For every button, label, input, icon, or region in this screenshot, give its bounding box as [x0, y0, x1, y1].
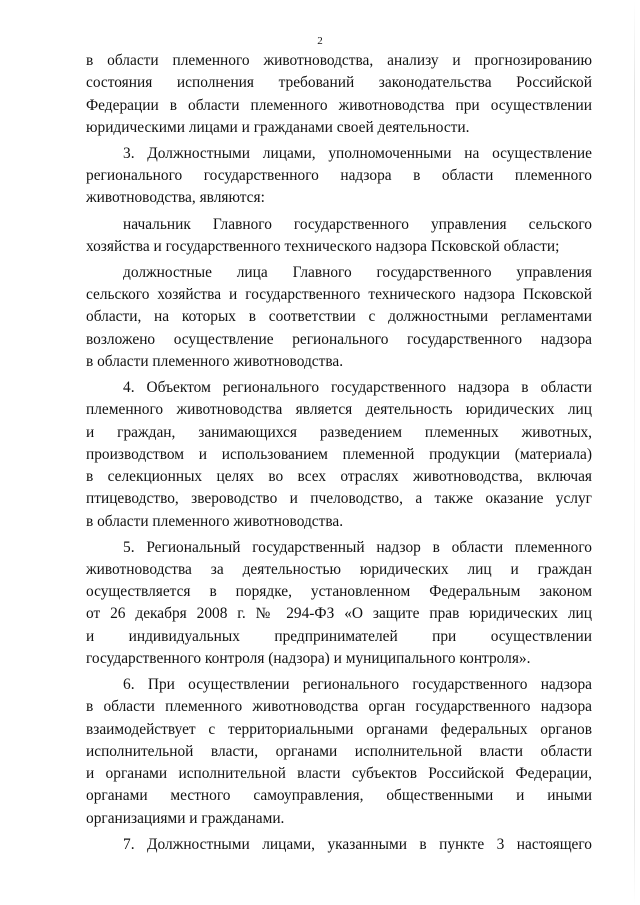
- page-number: 2: [317, 35, 323, 47]
- text-line: животноводства, являются:: [86, 189, 265, 207]
- text-line: и органами исполнительной власти субъектов Российской Федерации,: [86, 765, 592, 783]
- text-line: хозяйства и государственного технического надзора Псковской области;: [86, 237, 560, 255]
- text-line: осуществляется в порядке, установленном Федеральным законом: [86, 583, 592, 601]
- text-line: исполнительной власти, органами исполнительной власти области: [86, 742, 592, 760]
- text-line: регионального государственного надзора в области племенного: [86, 167, 592, 185]
- document-body: [86, 50, 592, 856]
- text-line: государственного контроля (надзора) и муниципального контроля».: [86, 649, 531, 667]
- text-line: 7. Должностными лицами, указанными в пункте 3 настоящего: [123, 835, 592, 853]
- text-line: птицеводство, звероводство и пчеловодство, а также оказание услуг: [86, 490, 592, 508]
- text-line: Федерации в области племенного животноводства при осуществлении: [86, 96, 592, 114]
- text-line: юридическими лицами и гражданами своей деятельности.: [86, 118, 470, 136]
- text-line: и граждан, занимающихся разведением племенных животных,: [86, 423, 592, 441]
- text-line: в области племенного животноводства.: [86, 512, 344, 530]
- text-line: области, на которых в соответствии с должностными регламентами: [86, 308, 592, 326]
- text-line: организациями и гражданами.: [86, 809, 285, 827]
- text-line: 6. При осуществлении регионального государственного надзора: [123, 676, 592, 694]
- text-line: возложено осуществление регионального государственного надзора: [86, 330, 592, 348]
- text-line: взаимодействует с территориальными органами федеральных органов: [86, 720, 592, 738]
- text-line: и индивидуальных предпринимателей при осуществлении: [86, 627, 592, 645]
- text-line: состояния исполнения требований законодательства Российской: [86, 74, 592, 92]
- text-line: производством и использованием племенной продукции (материала): [86, 445, 592, 463]
- text-line: органами местного самоуправления, общественными и иными: [86, 787, 592, 805]
- text-line: в области племенного животноводства орган государственного надзора: [86, 698, 592, 716]
- text-line: племенного животноводства является деятельность юридических лиц: [86, 401, 592, 419]
- text-line: в селекционных целях во всех отраслях животноводства, включая: [86, 468, 592, 486]
- text-line: от 26 декабря 2008 г. № 294-ФЗ «О защите прав юридических лиц: [86, 605, 592, 623]
- text-line: в области племенного животноводства, анализу и прогнозированию: [86, 52, 592, 69]
- text-line: животноводства за деятельностью юридических лиц и граждан: [86, 560, 592, 578]
- text-line: 3. Должностными лицами, уполномоченными на осуществление: [123, 144, 592, 162]
- text-line: 5. Региональный государственный надзор в области племенного: [123, 538, 592, 556]
- text-line: 4. Объектом регионального государственного надзора в области: [123, 379, 592, 397]
- scan-edge-mark: [634, 0, 635, 905]
- text-line: должностные лица Главного государственного управления: [123, 263, 592, 281]
- text-line: сельского хозяйства и государственного технического надзора Псковской: [86, 286, 592, 304]
- text-line: в области племенного животноводства.: [86, 352, 344, 370]
- text-line: начальник Главного государственного управления сельского: [123, 215, 592, 233]
